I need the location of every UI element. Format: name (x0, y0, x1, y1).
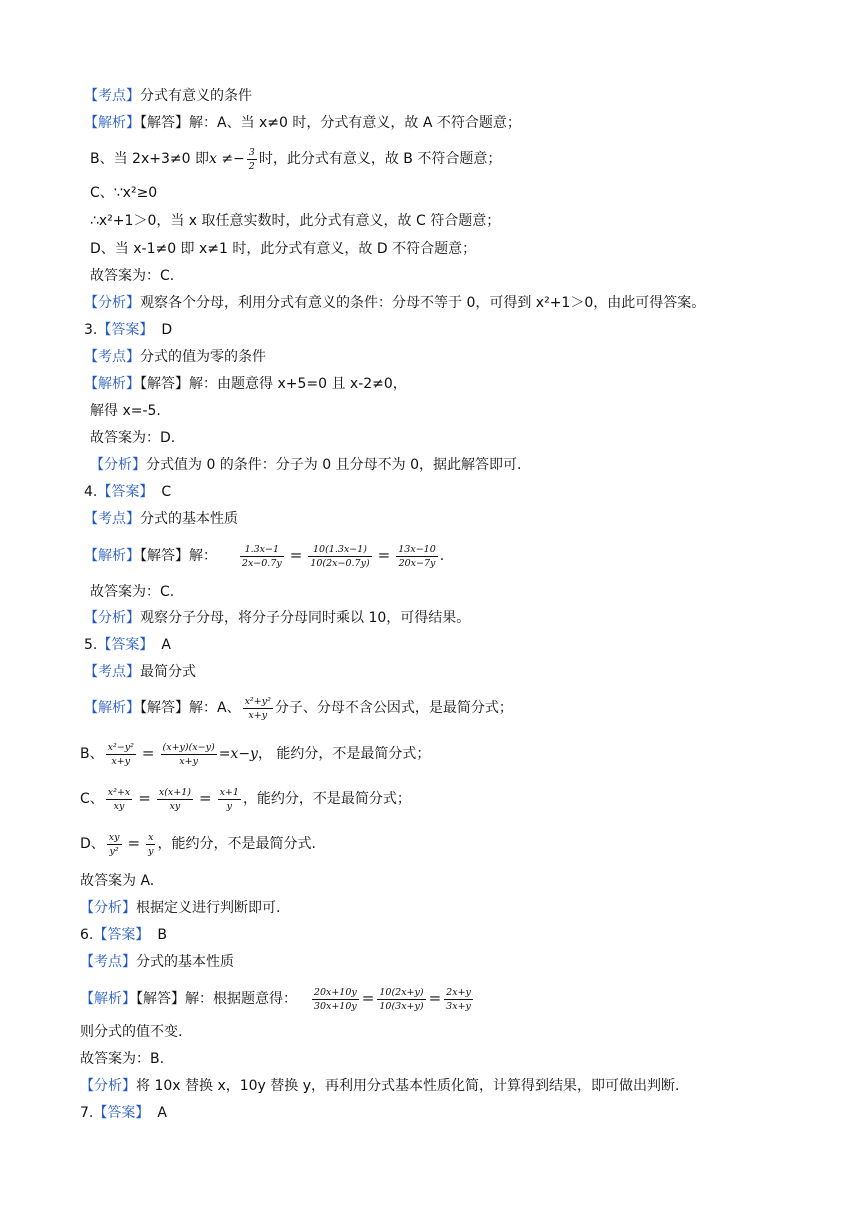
equals-sign: = (198, 789, 212, 807)
fraction-denominator: 3x+y (446, 1000, 471, 1012)
question-number: 4. (84, 484, 98, 500)
q6-fenxi-line (80, 1076, 679, 1096)
equals-sign: = (141, 744, 155, 762)
q5-b-fraction-2 (161, 742, 217, 767)
q5-a-fraction (243, 696, 273, 721)
kaodian-tag: 【考点】 (80, 954, 136, 970)
fraction-numerator: x(x+1) (158, 786, 191, 798)
q5-d-suffix: ，能约分，不是最简分式. (157, 836, 316, 852)
q6-answer-line (80, 925, 167, 945)
q6-fraction-1 (312, 987, 359, 1012)
q2-b-prefix: B、当 2x+3≠0 即 (90, 151, 209, 167)
q5-b-fraction-1 (106, 742, 136, 767)
q4-answer-line (84, 482, 171, 502)
q3-solution: 解得 x=-5. (90, 403, 161, 419)
fraction-denominator: x+y (248, 709, 268, 721)
jieda-tag: 【解答】 (140, 376, 189, 392)
fraction-denominator: 20x−7y (398, 557, 436, 569)
question-number: 5. (84, 637, 98, 653)
q2-b-fraction (247, 147, 257, 172)
q5-b-prefix: B、 (80, 746, 104, 762)
q2-kaodian-text: 分式有意义的条件 (140, 88, 252, 104)
fraction-numerator: x (146, 832, 155, 845)
q3-conclusion: 故答案为：D. (90, 430, 176, 446)
q5-c-suffix: ，能约分，不是最简分式； (242, 791, 411, 807)
q4-jiexi-line (84, 540, 444, 570)
question-number: 6. (80, 927, 94, 943)
jieda-tag: 【解答】 (140, 115, 189, 131)
fraction-numerator: x²+y² (244, 695, 271, 707)
q3-answer: D (161, 322, 173, 338)
q3-jiexi-text: 解：由题意得 x+5=0 且 x-2≠0， (189, 376, 407, 392)
q5-answer: A (161, 637, 171, 653)
jiexi-tag: 【解析】 (84, 115, 140, 131)
q3-kaodian-text: 分式的值为零的条件 (140, 349, 266, 365)
q5-c-prefix: C、 (80, 791, 104, 807)
fraction-numerator: 13x−10 (398, 543, 436, 555)
fraction-denominator: 10(3x+y) (379, 1000, 424, 1012)
daan-tag: 【答案】 (97, 637, 154, 653)
equals-sign: = (361, 989, 375, 1007)
q3-fenxi-text: 分式值为 0 的条件：分子为 0 且分母不为 0，据此解答即可. (146, 457, 522, 473)
kaodian-tag: 【考点】 (84, 349, 140, 365)
daan-tag: 【答案】 (93, 927, 150, 943)
fraction-numerator: xy (108, 831, 120, 843)
jieda-tag: 【解答】 (140, 548, 189, 564)
jieda-tag: 【解答】 (136, 991, 185, 1007)
equals-sign: = (289, 546, 303, 564)
q6-jiexi-line (80, 982, 475, 1014)
q4-kaodian-text: 分式的基本性质 (140, 511, 238, 527)
q5-d-fraction-1 (107, 832, 122, 857)
fraction-numerator: 20x+10y (313, 986, 357, 998)
q4-fraction-1 (240, 544, 284, 569)
fraction-denominator: y (226, 800, 232, 812)
jiexi-tag: 【解析】 (80, 991, 136, 1007)
q6-kaodian-text: 分式的基本性质 (136, 954, 234, 970)
q6-kaodian-line (80, 952, 234, 972)
q4-fraction-2 (308, 544, 371, 569)
q5-c-fraction-2 (157, 787, 193, 812)
fraction-denominator: x+y (179, 755, 198, 767)
q7-answer-line (80, 1103, 167, 1123)
fenxi-tag: 【分析】 (80, 1078, 136, 1094)
daan-tag: 【答案】 (97, 484, 154, 500)
q2-conclusion: 故答案为：C. (90, 268, 175, 284)
q5-b-suffix: ， 能约分，不是最简分式； (257, 746, 431, 762)
q7-answer: A (157, 1105, 167, 1121)
q2-b-suffix: 时，此分式有意义，故 B 不符合题意； (258, 151, 502, 167)
question-number: 3. (84, 322, 98, 338)
q5-d-prefix: D、 (80, 836, 105, 852)
period: . (439, 548, 445, 564)
fenxi-tag: 【分析】 (84, 610, 140, 626)
daan-tag: 【答案】 (93, 1105, 150, 1121)
fenxi-tag: 【分析】 (80, 900, 136, 916)
q5-a-prefix: 解：A、 (189, 700, 241, 716)
fraction-numerator: 10(1.3x−1) (308, 544, 371, 557)
jiexi-tag: 【解析】 (84, 376, 140, 392)
jiexi-tag: 【解析】 (84, 548, 140, 564)
jieda-tag: 【解答】 (140, 700, 189, 716)
fraction-numerator: x+1 (219, 786, 239, 798)
q3-kaodian-line (84, 347, 266, 367)
fraction-numerator: 1.3x−1 (240, 544, 284, 557)
q3-answer-line (84, 320, 172, 340)
q6-fraction-3 (444, 987, 473, 1012)
fraction-denominator: xy (113, 800, 125, 812)
fraction-denominator: 2 (248, 160, 255, 172)
fraction-denominator: x+y (111, 755, 131, 767)
daan-tag: 【答案】 (97, 322, 154, 338)
q3-fenxi-line (90, 455, 521, 475)
q4-fenxi-line (84, 608, 470, 628)
q5-conclusion: 故答案为 A. (80, 873, 155, 889)
q2-jiexi-line (84, 113, 521, 133)
q5-c-fraction-1 (106, 787, 132, 812)
fraction-denominator: 30x+10y (313, 1000, 357, 1012)
q5-c-fraction-3 (218, 787, 241, 812)
q2-fenxi-text: 观察各个分母，利用分式有意义的条件：分母不等于 0，可得到 x²+1＞0，由此可得答案。 (140, 295, 706, 311)
q2-kaodian-line (84, 86, 252, 106)
fraction-denominator: 2x−0.7y (241, 557, 282, 569)
q5-option-c (80, 782, 411, 814)
q4-answer: C (161, 484, 172, 500)
equals-sign: = (377, 546, 391, 564)
q5-d-fraction-2 (146, 832, 155, 857)
fenxi-tag: 【分析】 (84, 295, 140, 311)
equals-sign: = (428, 989, 442, 1007)
q4-fraction-3 (396, 544, 438, 569)
fraction-denominator: y² (109, 845, 119, 857)
q5-kaodian-text: 最简分式 (140, 664, 196, 680)
q2-option-a: 解：A、当 x≠0 时，分式有意义，故 A 不符合题意； (189, 115, 521, 131)
q5-kaodian-line (84, 662, 196, 682)
kaodian-tag: 【考点】 (84, 664, 140, 680)
q6-result-line: 则分式的值不变. (80, 1024, 183, 1040)
fraction-numerator: (x+y)(x−y) (162, 741, 215, 753)
fraction-numerator: x²−y² (107, 741, 134, 753)
q3-jiexi-line (84, 374, 407, 394)
q6-answer: B (157, 927, 167, 943)
q5-a-suffix: 分子、分母不含公因式，是最简分式； (274, 700, 513, 716)
jiexi-tag: 【解析】 (84, 700, 140, 716)
fraction-numerator: 3 (248, 146, 255, 158)
fraction-numerator: 2x+y (446, 986, 471, 998)
fraction-numerator: x²+x (107, 786, 131, 798)
q5-option-a (84, 692, 513, 724)
q4-conclusion: 故答案为：C. (90, 584, 175, 600)
fraction-denominator: y (148, 845, 154, 857)
q2-fenxi-line (84, 293, 705, 313)
fraction-denominator: xy (169, 800, 181, 812)
kaodian-tag: 【考点】 (84, 511, 140, 527)
q6-conclusion: 故答案为：B. (80, 1051, 165, 1067)
kaodian-tag: 【考点】 (84, 88, 140, 104)
q4-kaodian-line (84, 509, 238, 529)
q5-answer-line (84, 635, 171, 655)
fenxi-tag: 【分析】 (90, 457, 146, 473)
fraction-numerator: 10(2x+y) (379, 986, 424, 998)
q6-jiexi-prefix: 解：根据题意得： (185, 991, 297, 1007)
q2-option-c-line1: C、∵x²≥0 (90, 185, 158, 201)
q5-fenxi-text: 根据定义进行判断即可. (136, 900, 281, 916)
question-number: 7. (80, 1105, 94, 1121)
q4-jiexi-prefix: 解： (189, 548, 217, 564)
q2-b-math: x ≠− (208, 151, 245, 167)
fraction-denominator: 10(2x−0.7y) (310, 557, 370, 569)
q6-fraction-2 (377, 987, 425, 1012)
q5-option-b (80, 737, 430, 769)
equals-sign: = (127, 834, 141, 852)
q4-fenxi-text: 观察分子分母，将分子分母同时乘以 10，可得结果。 (140, 610, 471, 626)
q2-option-d: D、当 x-1≠0 即 x≠1 时，此分式有意义，故 D 不符合题意； (90, 241, 477, 257)
q5-option-d (80, 827, 316, 859)
q2-option-c-line2: ∴x²+1＞0，当 x 取任意实数时，此分式有意义，故 C 符合题意； (90, 213, 501, 229)
equals-sign: = (138, 789, 151, 807)
q5-b-result: =x−y (218, 746, 258, 762)
q6-fenxi-text: 将 10x 替换 x，10y 替换 y，再利用分式基本性质化简，计算得到结果，即可做出判断. (136, 1078, 680, 1094)
q2-option-b (90, 146, 501, 172)
q5-fenxi-line (80, 898, 280, 918)
